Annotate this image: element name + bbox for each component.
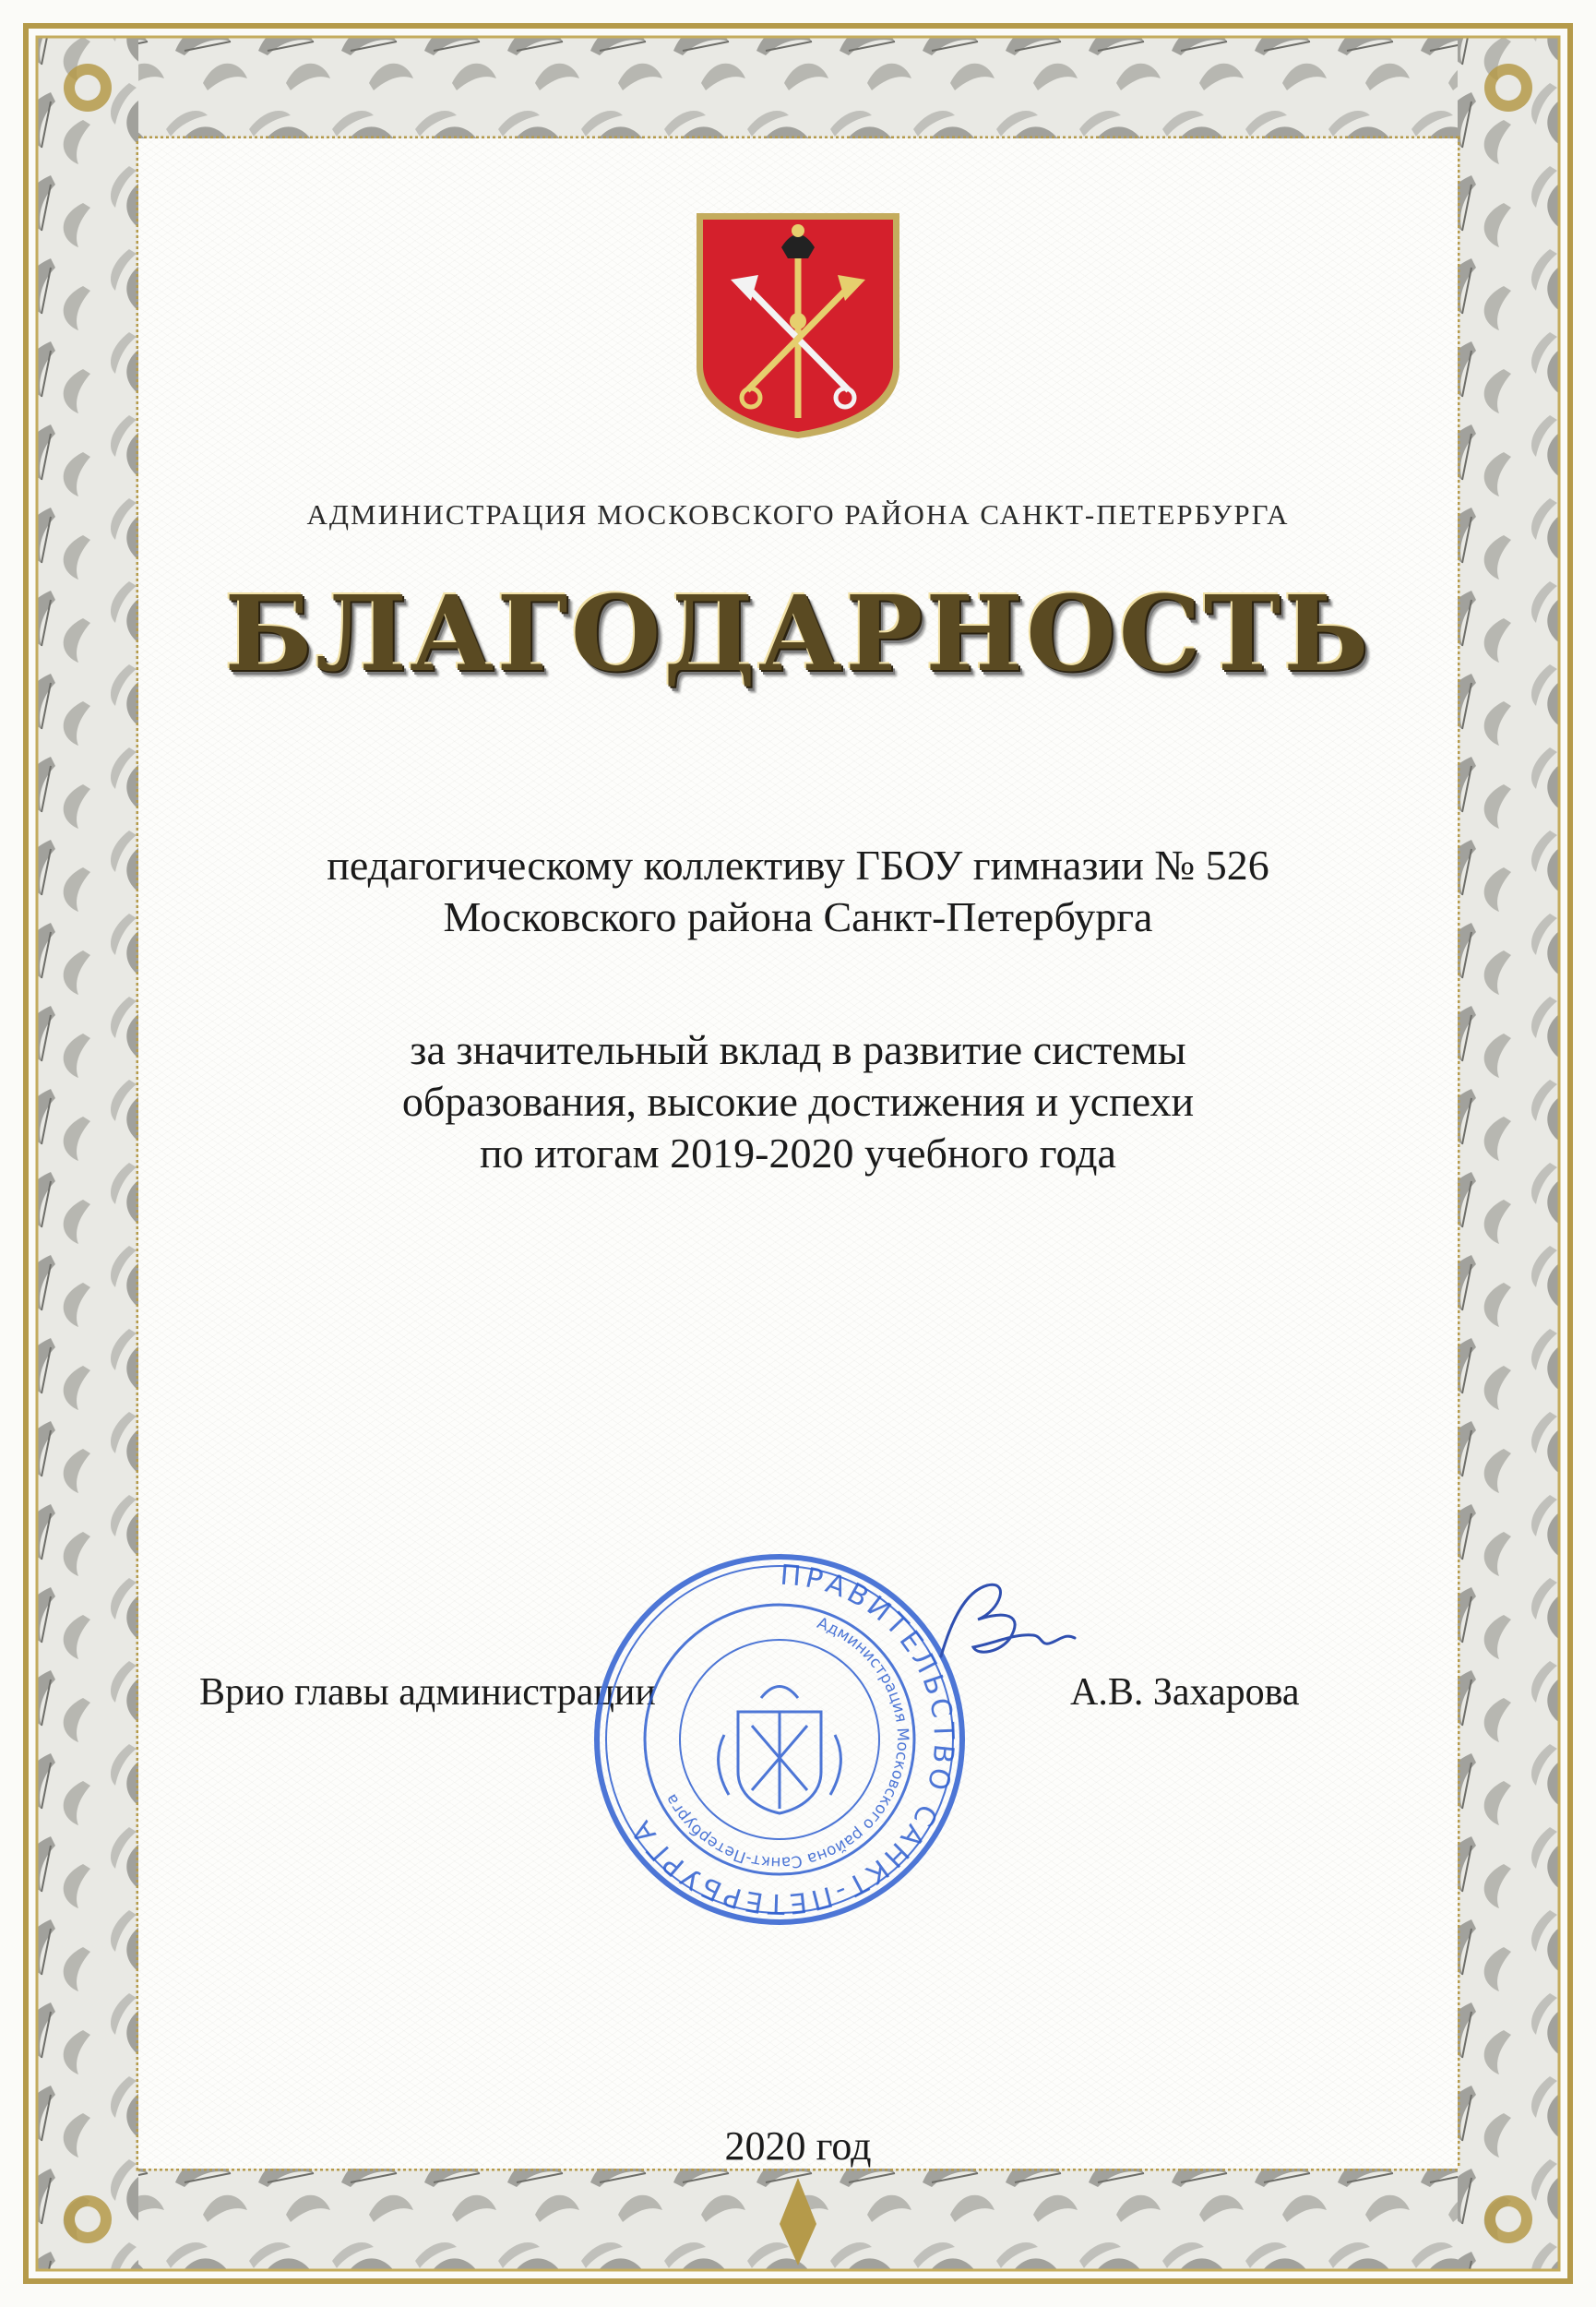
document-title: БЛАГОДАРНОСТЬ	[224, 574, 1372, 695]
recipient-line-2: Московского района Санкт-Петербурга	[443, 893, 1153, 940]
stamp-outer-text: ПРАВИТЕЛЬСТВО САНКТ-ПЕТЕРБУРГА	[623, 1559, 960, 1920]
signer-role: Врио главы администрации	[199, 1671, 656, 1714]
official-seal-icon	[590, 1550, 969, 1929]
reason-block	[0, 1024, 1596, 1179]
reason-line-3: по итогам 2019-2020 учебного года	[480, 1130, 1116, 1177]
stamp-inner-text: Администрация Московского района Санкт-Петербурга	[661, 1614, 912, 1872]
issuer-heading: АДМИНИСТРАЦИЯ МОСКОВСКОГО РАЙОНА САНКТ-ПЕТЕРБУРГА	[306, 498, 1290, 531]
reason-line-2: образования, высокие достижения и успехи	[401, 1078, 1195, 1125]
spb-coat-of-arms-icon	[694, 210, 902, 441]
recipient-block	[0, 840, 1596, 943]
reason-line-1: за значительный вклад в развитие системы	[410, 1026, 1186, 1073]
handwritten-signature-icon	[923, 1569, 1107, 1679]
svg-text:Администрация Московского райо	[662, 1614, 912, 1871]
recipient-line-1: педагогическому коллективу ГБОУ гимназии № 526	[327, 842, 1269, 889]
signer-name: А.В. Захарова	[1070, 1671, 1300, 1714]
year-label: 2020 год	[724, 2123, 872, 2169]
